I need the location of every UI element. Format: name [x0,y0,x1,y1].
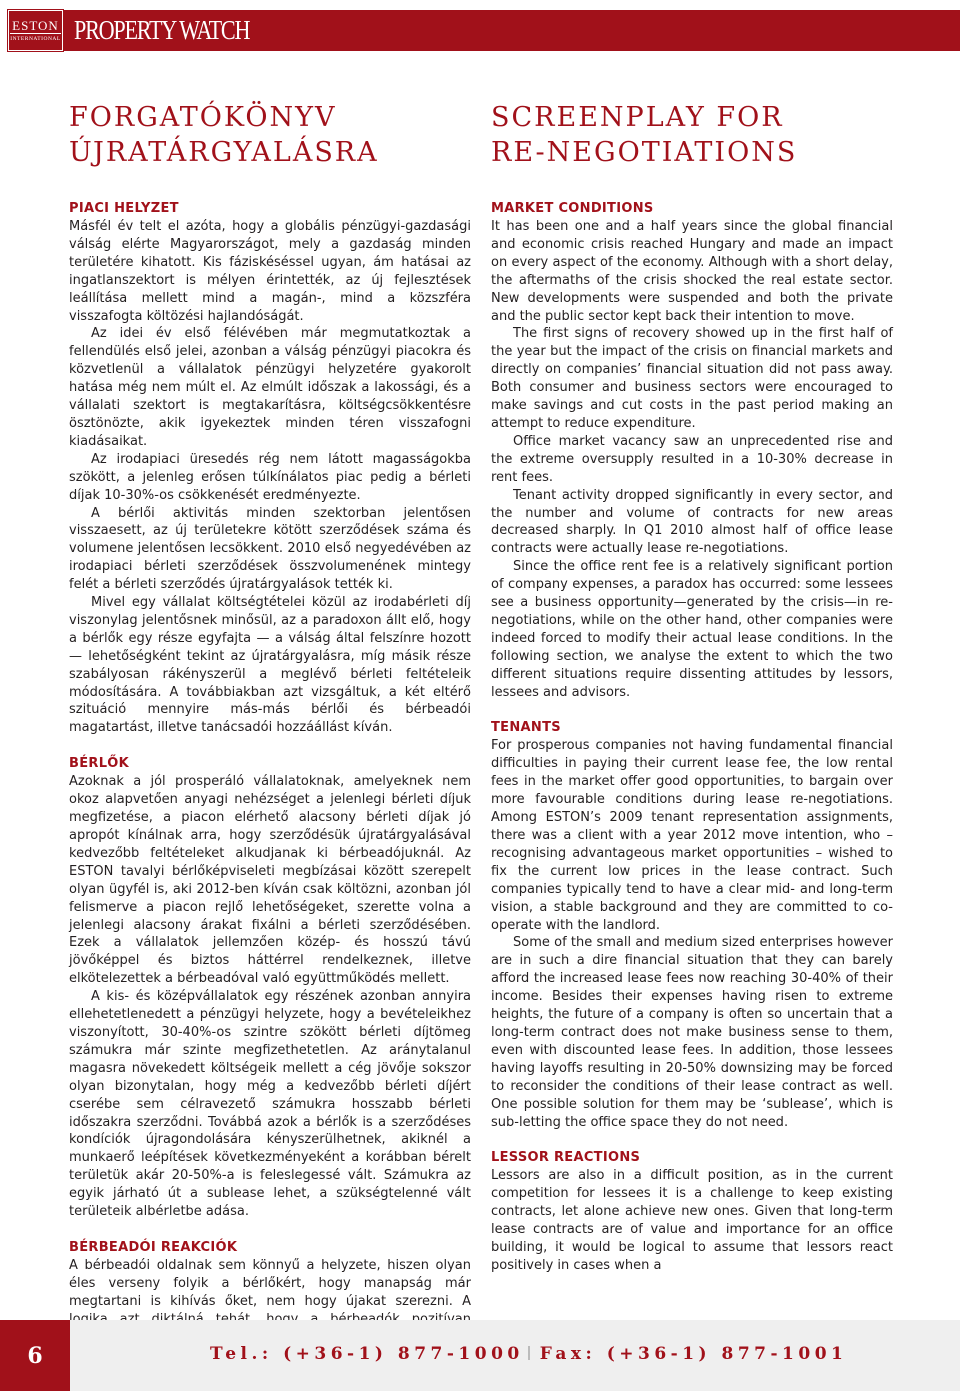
top-header [0,0,960,64]
contact-info [210,1344,847,1364]
paragraph: Az irodapiaci üresedés rég nem látott magasságokba szökött, a jelenleg erősen túlkínálatos piac pedig a bérleti díjak 10-30%-os csökkenését eredményezte. [69,451,471,503]
logo-sub-text: INTERNATIONAL [10,33,61,43]
property-watch-band [64,10,960,51]
divider [528,1346,530,1360]
fax-number: Fax: (+36-1) 877-1001 [539,1344,848,1364]
eston-logo [8,10,63,51]
hungarian-column [69,200,471,1364]
section-heading-berlok: BÉRLŐK [69,756,130,772]
right-headline [491,100,797,170]
logo-main-text: ESTON [12,17,59,33]
page-number: 6 [0,1320,70,1391]
section-heading-lessor-reactions: LESSOR REACTIONS [491,1150,641,1166]
paragraph: The first signs of recovery showed up in the first half of the year but the impact of the crisis on financial markets and directly on companies’ financial situation did not pass away. Both consumer and business sectors were encouraged to make savings and cut costs in the past period making an attempt to reduce expenditure. [491,326,893,431]
paragraph: Some of the small and medium sized enterprises however are in such a dire financial situation that they can barely afford the increased lease fees now reaching 30-40% of their income. Besides their expenses having risen to extreme heights, the future of a company is often so uncertain that a long-term contract does not make business sense to them, even with discounted lease fees. In addition, those lessees having layoffs resulting in 20-50% downsizing may be forced to reconsider the conditions of their lease contract as well. One possible solution for them may be ‘sublease’, which is sub-letting the office space they do not need. [491,935,893,1130]
paragraph: Azoknak a jól prosperáló vállalatoknak, amelyeknek nem okoz alapvetően anyagi nehézséget a jelenlegi bérleti díjuk megfizetése, a piacon elérhető alacsony bérleti díjak jó apropót kínálnak arra, hogy szerződésük újratárgyalásával kedvezőbb feltételeket alkudjanak ki bérbeadójuknál. Az ESTON tavalyi bérlőképviseleti megbízásai között szerepelt olyan ügyfél is, aki 2012-ben kíván csak költözni, azonban jól felismerve a piacon rejlő lehetőségeket, szerette volna a jelenlegi alacsony árakat fixálni a bérleti szerződésében. Ezek a vállalatok jellemzően közép- és hosszú távú jövőképpel és biztos háttérrel rendelkeznek, illetve elkötelezettek a bérbeadóval való együttműködés mellett. [69,774,471,987]
paragraph: A bérbeadói oldalnak sem könnyű a helyzete, hiszen olyan éles verseny folyik a bérlőkért, hogy manapság már megtartani is kihívás őket, nem hogy újakat szerezni. A [69,1257,471,1309]
section-heading-berbeadoi-reakciok: BÉRBEADÓI REAKCIÓK [69,1239,238,1255]
paragraph: A bérlői aktivitás minden szektorban jelentősen visszaesett, az új területekre kötött szerződések száma és volumene jelentősen lecsökkent. 2010 első negyedévében az irodapiaci bérleti szerződések összvolumenének mintegy felét a bérleti szerződés újratárgyalások tették ki. [69,505,471,593]
left-headline-line-2: ÚJRATÁRGYALÁSRA [69,137,379,168]
left-headline [69,100,379,170]
paragraph: It has been one and a half years since the global financial and economic crisis reached Hungary and made an impact on every aspect of the economy. Although with a short delay, the aftermaths of the crisis shocked the real estate sector. New developments were suspended and both the private and the public sector kept back their intention to move. [491,219,893,324]
section-heading-tenants: TENANTS [491,720,561,736]
telephone-number: Tel.: (+36-1) 877-1000 [210,1344,524,1364]
paragraph: Tenant activity dropped significantly in every sector, and the number and volume of contracts for new areas decreased sharply. In Q1 2010 almost half of office lease contracts were actually lease re-negotiations. [491,487,893,557]
left-headline-line-1: FORGATÓKÖNYV [69,102,337,133]
section-heading-market-conditions: MARKET CONDITIONS [491,201,654,216]
section-heading-piaci-helyzet: PIACI HELYZET [69,201,179,216]
paragraph: Lessors are also in a difficult position, as in the current competition for lessees it is a challenge to keep existing contracts, let alone achieve new ones. Given that long-term lease contracts are of value and importance for an office building, it would be logical to assume that lessors react positively in cases when a [491,1168,893,1273]
paragraph: A kis- és középvállalatok egy részének azonban annyira ellehetetlenedett a pénzügyi helyzete, hogy a bevételeikhez viszonyított, 30-40%-os szintre szökött bérleti díjtömeg számukra már szinte megfizethetetlen. Az aránytalanul magasra növekedett költségeik mellett a cég jövője sokszor olyan bizonytalan, hogy még a kedvezőbb bérleti díjért cserébe sem célravezető számukra hosszabb bérleti időszakra szerződni. Továbbá azok a bérlők is a szerződéses kondíciók újragondolására kényszerülhetnek, akiknél a munkaerő leépítések következményeként a korábban bérelt területük akár 20-50%-a is feleslegessé vált. Számukra az egyik járható út a sublease lehet, a szükségtelenné vált területeik albérletbe adása. [69,989,471,1220]
paragraph: Office market vacancy saw an unprecedented rise and the extreme oversupply resulted in a 10-30% decrease in rent fees. [491,433,893,485]
english-column [491,200,893,1275]
paragraph: Since the office rent fee is a relatively significant portion of company expenses, a paradox has occurred: some lessees see a business opportunity—generated by the crisis—in re-negotiations, while on the other hand, other companies were indeed forced to modify their actual lease conditions. In the following section, we analyse the extent to which the two different situations require dissenting attitudes by lessors, lessees and advisors. [491,559,893,700]
right-headline-line-2: RE-NEGOTIATIONS [491,137,798,168]
property-watch-title: PROPERTY WATCH [74,15,250,45]
paragraph: Másfél év telt el azóta, hogy a globális pénzügyi-gazdasági válság elérte Magyarországot, mely a gazdaság minden területére kihatott. Kis fáziskéséssel ugyan, ám hatásai az ingatlanszektort is mélyen érintették, az új fejlesztések leállítása mellett mind a magán-, mind a közszféra visszafogta költözési hajlandóságát. [69,219,471,324]
right-headline-line-1: SCREENPLAY FOR [491,102,784,133]
paragraph: Mivel egy vállalat költségtételei közül az irodabérleti díj viszonylag jelentősnek minősül, az a paradoxon állt elő, hogy a bérlők egy része egyfajta — a válság által felszínre hozott — lehetőségként tekint az újratárgyalásra, míg másik része szabályosan rákényszerül a meglévő bérleti feltételeik módosítására. A továbbiakban azt vizsgáltuk, a két eltérő szituáció mennyire más-más bérlői és bérbeadói magatartást, illetve tanácsadói hozzáállást kíván. [69,595,471,736]
paragraph: For prosperous companies not having fundamental financial difficulties in paying their current lease fee, the low rental fees in the market offer good opportunities, to bargain over more favourable conditions during lease re-negotiations. Among ESTON’s 2009 tenant representation assignments, there was a client with a year 2012 move intention, who – recognising advantageous market opportunities – wished to fix the current low prices in the lease contract. Such companies typically tend to have a clear mid- and long-term vision, a stable background and they are committed to co-operate with the landlord. [491,738,893,933]
paragraph: Az idei év első félévében már megmutatkoztak a fellendülés első jelei, azonban a válság pénzügyi piacokra és közvetlenül a vállalatok pénzügyi helyzetére gyakorolt hatása még nem múlt el. Az elmúlt időszak a lakossági, és a vállalati szektort is megtakarításra, költségcsökkentésre ösztönözte, akik igyekeztek minden téren visszafogni kiadásaikat. [69,326,471,449]
